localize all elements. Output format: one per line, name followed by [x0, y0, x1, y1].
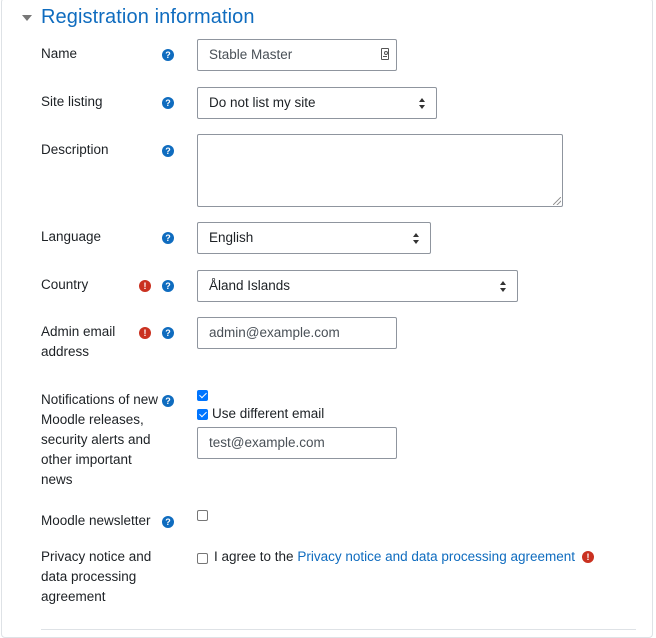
help-icon[interactable] — [162, 145, 174, 157]
use-different-email-label[interactable]: Use different email — [212, 406, 325, 421]
country-value: Åland Islands — [209, 278, 291, 293]
language-value: English — [209, 230, 254, 245]
caret-down-icon[interactable] — [22, 15, 32, 21]
privacy-agree-prefix: I agree to the — [214, 549, 294, 564]
privacy-checkbox[interactable] — [197, 553, 208, 564]
section-header[interactable] — [22, 5, 255, 29]
language-label: Language — [41, 229, 102, 244]
alt-email-input[interactable] — [197, 427, 397, 459]
select-arrows-icon — [413, 233, 420, 245]
required-icon — [582, 551, 594, 563]
privacy-label: Privacy notice and data processing agreement — [41, 549, 152, 604]
name-input-value: Stable Master — [209, 47, 293, 62]
newsletter-label: Moodle newsletter — [41, 513, 151, 528]
notifications-checkbox[interactable] — [197, 390, 208, 401]
required-icon — [139, 327, 151, 339]
help-icon[interactable] — [162, 280, 174, 292]
description-textarea[interactable] — [197, 134, 563, 207]
required-icon — [139, 280, 151, 292]
help-icon[interactable] — [162, 327, 174, 339]
admin-email-input[interactable] — [197, 317, 397, 349]
section-title[interactable]: Registration information — [41, 5, 255, 28]
language-select[interactable] — [197, 222, 431, 254]
select-arrows-icon — [419, 98, 426, 110]
notifications-label: Notifications of new Moodle releases, security alerts and other important news — [41, 392, 159, 487]
resize-handle-icon[interactable] — [553, 197, 561, 205]
alt-email-value: test@example.com — [209, 435, 325, 450]
help-icon[interactable] — [162, 395, 174, 407]
site-listing-select[interactable] — [197, 87, 437, 119]
help-icon[interactable] — [162, 49, 174, 61]
admin-email-value: admin@example.com — [209, 325, 340, 340]
use-different-email-checkbox[interactable] — [197, 409, 208, 420]
description-label: Description — [41, 142, 109, 157]
help-icon[interactable] — [162, 232, 174, 244]
name-label: Name — [41, 46, 78, 61]
country-select[interactable] — [197, 270, 518, 302]
help-icon[interactable] — [162, 516, 174, 528]
newsletter-checkbox[interactable] — [197, 510, 208, 521]
country-label: Country — [41, 277, 89, 292]
divider — [41, 629, 636, 630]
privacy-link[interactable]: Privacy notice and data processing agreement — [297, 549, 575, 564]
help-icon[interactable] — [162, 97, 174, 109]
site-listing-value: Do not list my site — [209, 95, 316, 110]
privacy-agree-text — [214, 548, 575, 566]
select-arrows-icon — [500, 281, 507, 293]
admin-email-label: Admin email address — [41, 324, 116, 359]
site-listing-label: Site listing — [41, 94, 103, 109]
contact-card-icon — [381, 48, 389, 60]
name-input[interactable] — [197, 39, 397, 71]
